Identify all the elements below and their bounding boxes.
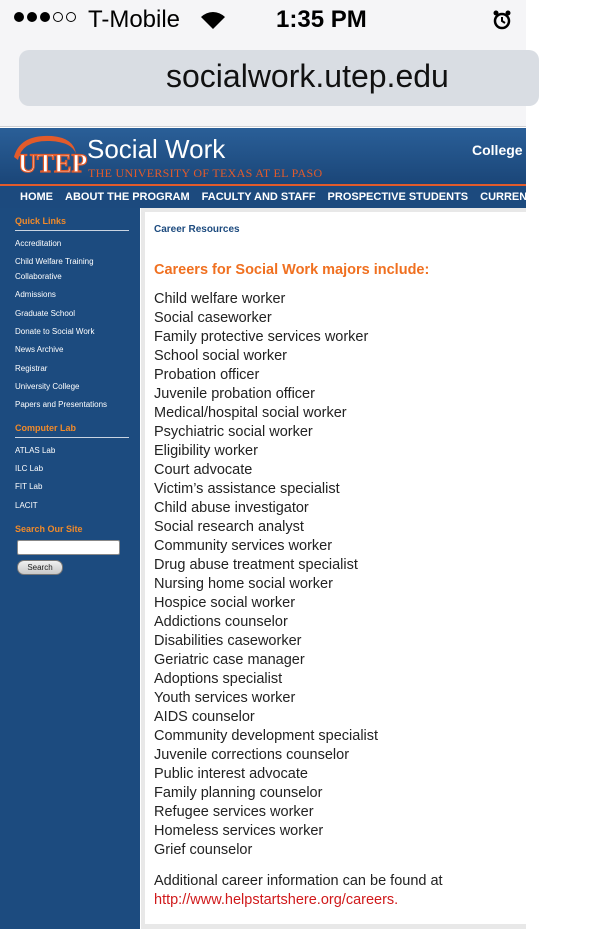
signal-strength-icon [14, 12, 76, 22]
sidebar-link-news-archive[interactable]: News Archive [15, 345, 64, 354]
breadcrumb[interactable]: Career Resources [154, 224, 240, 235]
list-item: Grief counselor [154, 842, 253, 858]
list-item: Public interest advocate [154, 766, 308, 782]
computer-lab-heading: Computer Lab [15, 423, 77, 433]
nav-current-students[interactable]: CURRENT STUDENT [480, 191, 589, 203]
list-item: Geriatric case manager [154, 652, 305, 668]
list-item: Community development specialist [154, 728, 379, 744]
list-item: Youth services worker [154, 690, 296, 706]
list-item: Social research analyst [154, 519, 304, 535]
college-link[interactable]: College o [472, 142, 536, 158]
nav-faculty-staff[interactable]: FACULTY AND STAFF [201, 191, 316, 203]
list-item: Medical/hospital social worker [154, 405, 347, 421]
search-input[interactable] [17, 540, 120, 555]
list-item: Nursing home social worker [154, 576, 333, 592]
nav-prospective-students[interactable]: PROSPECTIVE STUDENTS [327, 191, 469, 203]
sidebar-link-registrar[interactable]: Registrar [15, 364, 48, 373]
list-item: Family planning counselor [154, 785, 323, 801]
university-name: THE UNIVERSITY OF TEXAS AT EL PASO [88, 166, 323, 180]
list-item: Refugee services worker [154, 804, 314, 820]
sidebar [0, 208, 140, 929]
sidebar-link-accreditation[interactable]: Accreditation [15, 239, 62, 248]
signal-dot [14, 12, 24, 22]
divider [15, 230, 129, 231]
list-item: Probation officer [154, 367, 260, 383]
sidebar-link-ilc-lab[interactable]: ILC Lab [15, 464, 44, 473]
quick-links-heading: Quick Links [15, 216, 67, 226]
search-heading: Search Our Site [15, 524, 83, 534]
signal-dot [27, 12, 37, 22]
site-header [0, 128, 536, 186]
nav-about-program[interactable]: ABOUT THE PROGRAM [65, 191, 190, 203]
sidebar-link-fit-lab[interactable]: FIT Lab [15, 482, 43, 491]
list-item: AIDS counselor [154, 709, 255, 725]
address-bar[interactable] [19, 50, 539, 106]
sidebar-link-papers[interactable]: Papers and Presentations [15, 400, 108, 409]
list-item: Psychiatric social worker [154, 424, 313, 440]
list-item: Hospice social worker [154, 595, 296, 611]
svg-text:UTEP: UTEP [18, 149, 88, 178]
search-button[interactable]: Search [17, 560, 63, 575]
list-item: Disabilities caseworker [154, 633, 302, 649]
sidebar-link-admissions[interactable]: Admissions [15, 290, 56, 299]
status-bar [0, 0, 526, 40]
list-item: Court advocate [154, 462, 253, 478]
list-item: Social caseworker [154, 310, 272, 326]
site-title[interactable]: Social Work [87, 134, 226, 164]
carrier-name: T-Mobile [88, 6, 181, 33]
browser-toolbar [0, 40, 526, 127]
main-nav [0, 186, 589, 208]
alarm-clock-icon [492, 10, 512, 30]
divider [15, 437, 129, 438]
sidebar-link-lacit[interactable]: LACIT [15, 501, 38, 510]
nav-home[interactable]: HOME [20, 191, 53, 203]
career-list [154, 290, 378, 860]
list-item: Juvenile corrections counselor [154, 747, 350, 763]
sidebar-link-child-welfare[interactable]: Child Welfare Training [15, 257, 94, 266]
url-text: socialwork.utep.edu [166, 58, 449, 94]
list-item: Homeless services worker [154, 823, 324, 839]
main-content [141, 208, 526, 929]
more-info-text: Additional career information can be found at [154, 873, 443, 889]
list-item: Child welfare worker [154, 291, 286, 307]
page-heading: Careers for Social Work majors include: [154, 262, 430, 278]
list-item: Community services worker [154, 538, 333, 554]
list-item: School social worker [154, 348, 287, 364]
list-item: Addictions counselor [154, 614, 288, 630]
list-item: Child abuse investigator [154, 500, 309, 516]
sidebar-link-child-welfare-collab[interactable]: Collaborative [15, 272, 62, 281]
list-item: Victim’s assistance specialist [154, 481, 340, 497]
content-panel [145, 212, 530, 924]
sidebar-link-donate[interactable]: Donate to Social Work [15, 327, 95, 336]
sidebar-link-atlas-lab[interactable]: ATLAS Lab [15, 446, 56, 455]
list-item: Drug abuse treatment specialist [154, 557, 358, 573]
clock: 1:35 PM [276, 6, 367, 33]
wifi-icon [200, 10, 226, 30]
sidebar-link-university-college[interactable]: University College [15, 382, 80, 391]
sidebar-link-graduate-school[interactable]: Graduate School [15, 309, 76, 318]
list-item: Juvenile probation officer [154, 386, 315, 402]
signal-dot [66, 12, 76, 22]
signal-dot [40, 12, 50, 22]
list-item: Family protective services worker [154, 329, 369, 345]
utep-logo[interactable] [12, 132, 88, 182]
list-item: Adoptions specialist [154, 671, 283, 687]
list-item: Eligibility worker [154, 443, 258, 459]
careers-link[interactable]: http://www.helpstartshere.org/careers. [154, 892, 399, 908]
signal-dot [53, 12, 63, 22]
